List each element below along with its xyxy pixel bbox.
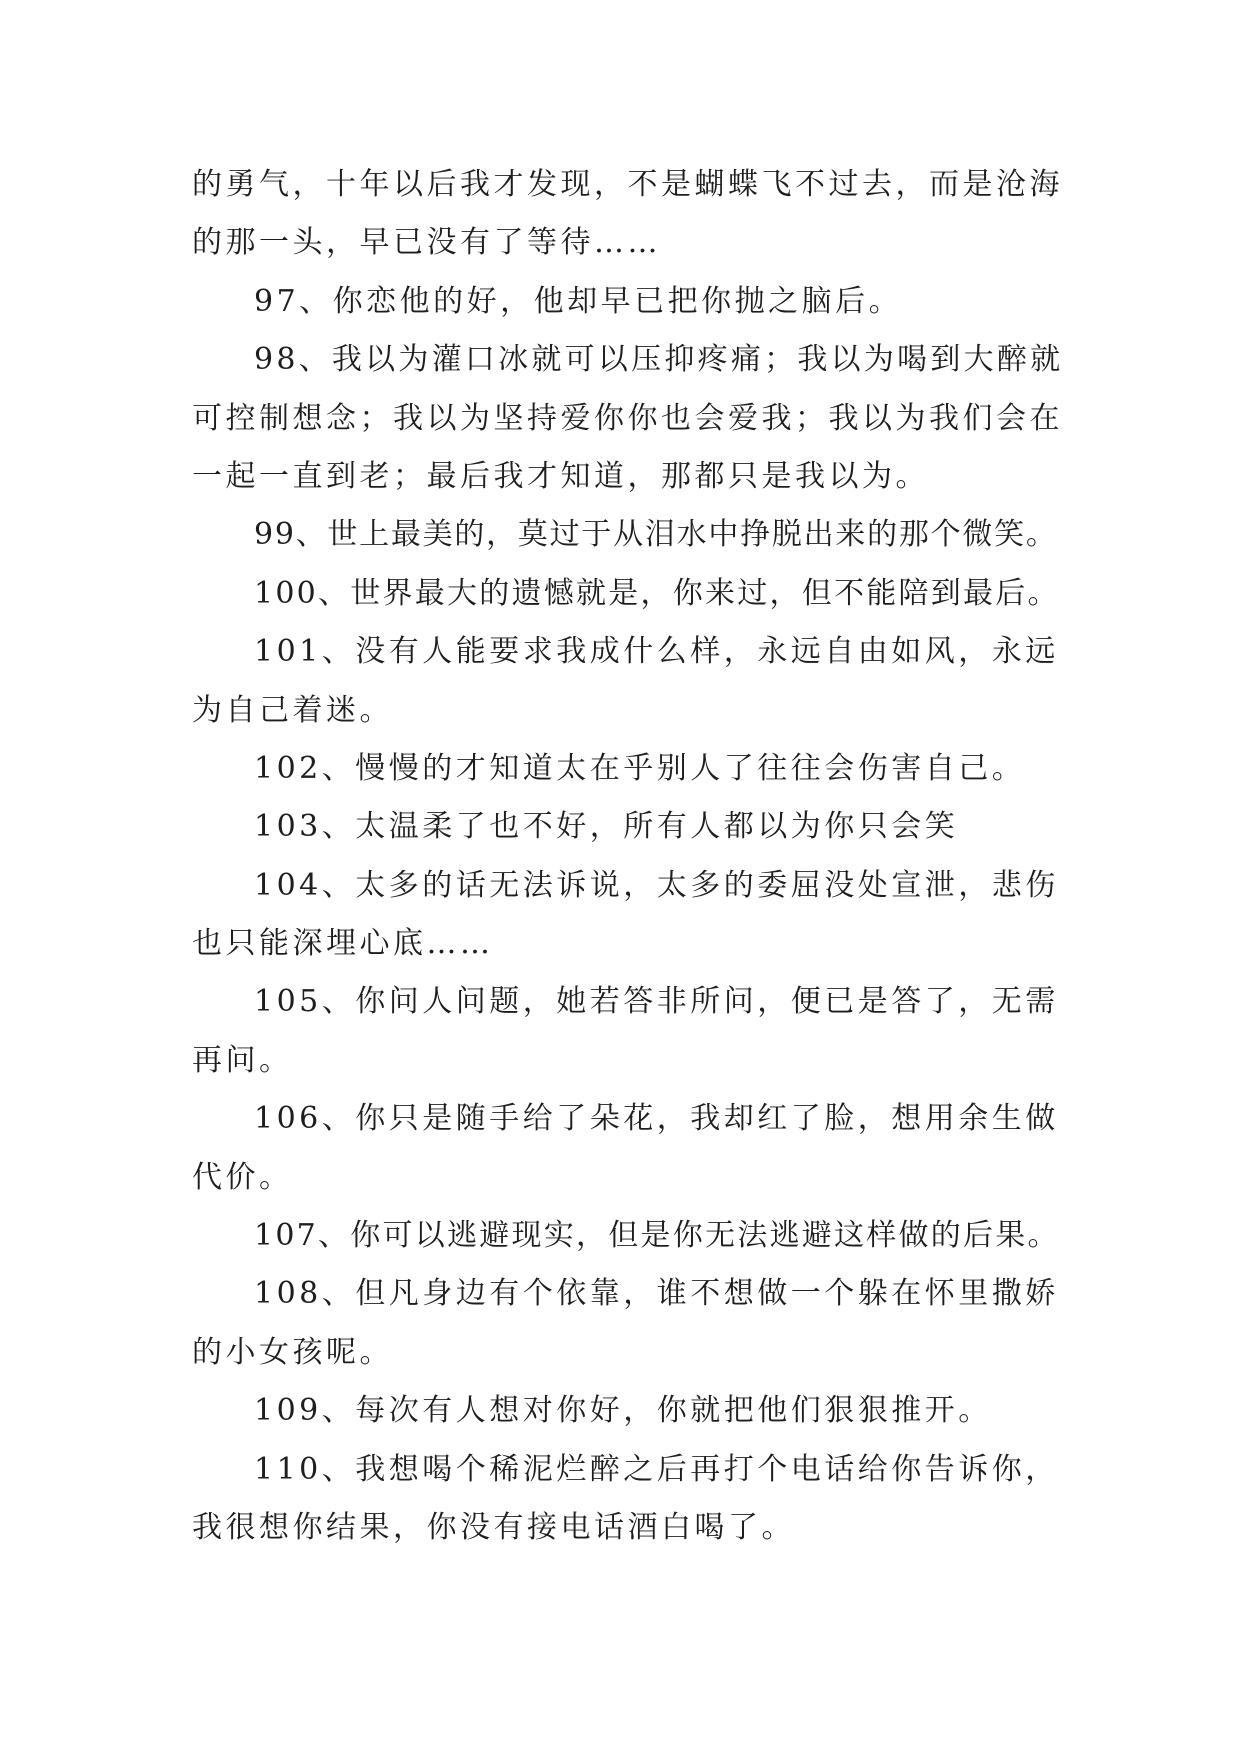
text-line: 也只能深埋心底…… <box>192 926 494 962</box>
text-line: 109、每次有人想对你好，你就把他们狠狠推开。 <box>254 1393 992 1429</box>
text-line: 101、没有人能要求我成什么样，永远自由如风，永远 <box>254 634 1059 670</box>
text-line: 102、慢慢的才知道太在乎别人了往往会伤害自己。 <box>254 750 1026 786</box>
text-line: 100、世界最大的遗憾就是，你来过，但不能陪到最后。 <box>254 575 1060 611</box>
text-line: 110、我想喝个稀泥烂醉之后再打个电话给你告诉你， <box>254 1451 1059 1487</box>
text-line: 99、世上最美的，莫过于从泪水中挣脱出来的那个微笑。 <box>254 517 1058 553</box>
text-line: 98、我以为灌口冰就可以压抑疼痛；我以为喝到大醉就 <box>254 342 1064 378</box>
text-line: 一起一直到老；最后我才知道，那都只是我以为。 <box>192 458 929 494</box>
text-line: 的小女孩呢。 <box>192 1334 393 1370</box>
text-line: 97、你恋他的好，他却早已把你抛之脑后。 <box>254 283 903 319</box>
text-line: 我很想你结果，你没有接电话酒白喝了。 <box>192 1509 795 1545</box>
text-line: 104、太多的话无法诉说，太多的委屈没处宣泄，悲伤 <box>254 867 1059 903</box>
text-line: 103、太温柔了也不好，所有人都以为你只会笑 <box>254 809 959 845</box>
text-line: 再问。 <box>192 1042 293 1078</box>
text-line: 106、你只是随手给了朵花，我却红了脸，想用余生做 <box>254 1101 1059 1137</box>
text-line: 108、但凡身边有个依靠，谁不想做一个躲在怀里撒娇 <box>254 1276 1059 1312</box>
text-line: 的勇气，十年以后我才发现，不是蝴蝶飞不过去，而是沧海 <box>192 167 1063 202</box>
document-body <box>192 156 1062 1557</box>
text-line: 可控制想念；我以为坚持爱你你也会爱我；我以为我们会在 <box>192 400 1063 436</box>
text-line: 为自己着迷。 <box>192 692 393 728</box>
text-line: 的那一头，早已没有了等待…… <box>192 225 661 261</box>
text-line: 107、你可以逃避现实，但是你无法逃避这样做的后果。 <box>254 1218 1060 1254</box>
text-line: 代价。 <box>192 1159 293 1195</box>
text-line: 105、你问人问题，她若答非所问，便已是答了，无需 <box>254 984 1059 1020</box>
